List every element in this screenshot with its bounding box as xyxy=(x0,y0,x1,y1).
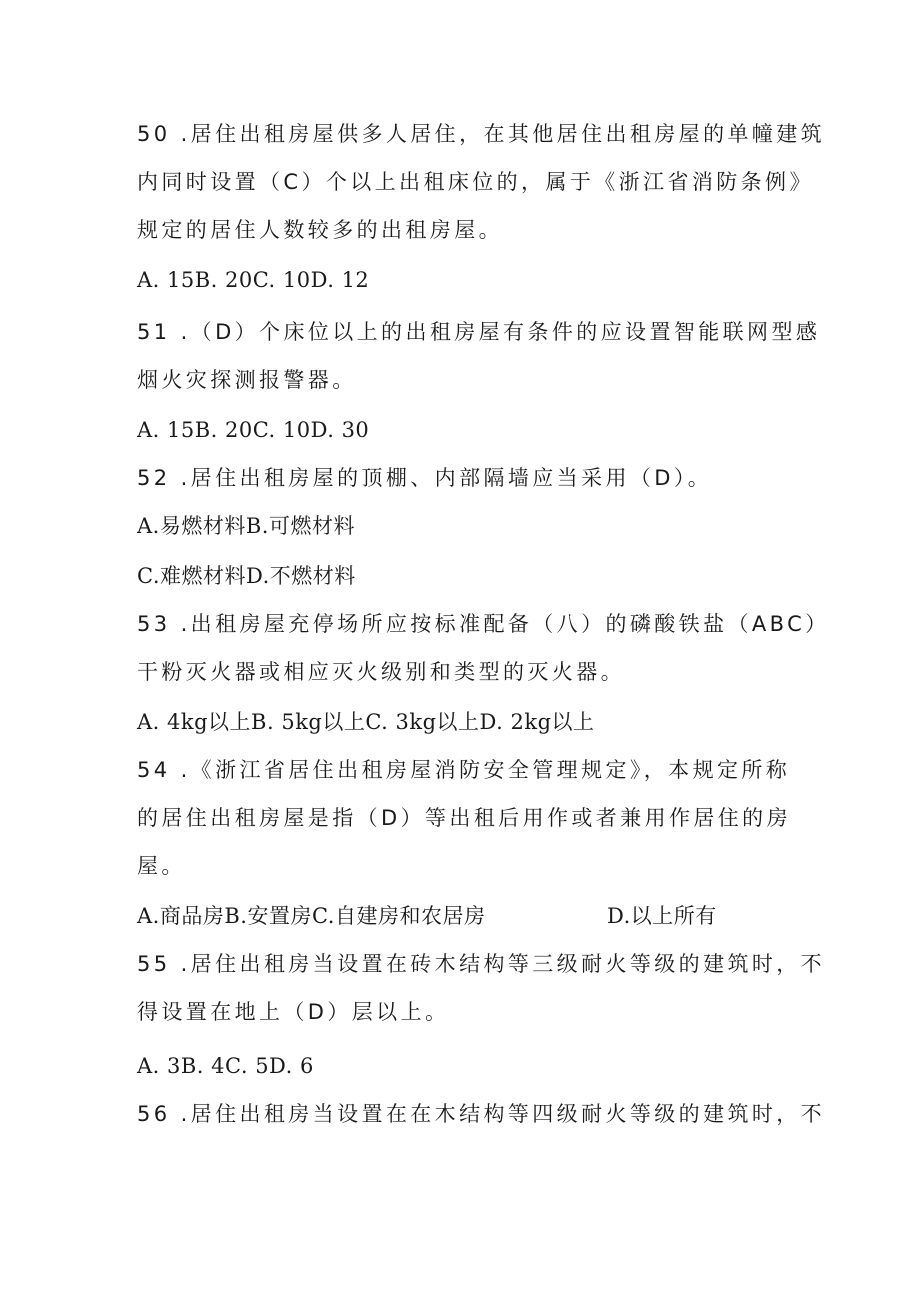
question-52-options-2: C.难燃材料D.不燃材料 xyxy=(137,564,356,588)
question-53-line-1: 53 .出租房屋充停场所应按标准配备（八）的磷酸铁盐（ABC） xyxy=(137,612,830,636)
question-55-line-1: 55 .居住出租房当设置在砖木结构等三级耐火等级的建筑时，不 xyxy=(137,952,826,976)
question-50-line-1: 50 .居住出租房屋供多人居住，在其他居住出租房屋的单幢建筑 xyxy=(137,122,826,146)
question-51-line-1: 51 .（D）个床位以上的出租房屋有条件的应设置智能联网型感 xyxy=(137,320,821,344)
question-52-line-1: 52 .居住出租房屋的顶棚、内部隔墙应当采用（D）。 xyxy=(137,466,713,490)
question-55-options: A. 3B. 4C. 5D. 6 xyxy=(137,1054,314,1078)
question-54-options-abc: A.商品房B.安置房C.自建房和农居房 xyxy=(137,904,486,928)
question-54-line-1: 54 .《浙江省居住出租房屋消防安全管理规定》，本规定所称 xyxy=(137,758,791,782)
question-50-options: A. 15B. 20C. 10D. 12 xyxy=(137,268,370,292)
question-54-option-d: D.以上所有 xyxy=(607,904,717,928)
question-54-line-3: 屋。 xyxy=(137,854,186,878)
question-54-line-2: 的居住出租房屋是指（D）等出租后用作或者兼用作居住的房 xyxy=(137,806,791,830)
question-52-options-1: A.易燃材料B.可燃材料 xyxy=(137,514,355,538)
question-55-line-2: 得设置在地上（D）层以上。 xyxy=(137,1000,450,1024)
question-53-line-2: 干粉灭火器或相应灭火级别和类型的灭火器。 xyxy=(137,660,625,684)
question-50-line-2: 内同时设置（C）个以上出租床位的，属于《浙江省消防条例》 xyxy=(137,170,814,194)
question-54-options xyxy=(137,904,717,928)
question-51-line-2: 烟火灾探测报警器。 xyxy=(137,368,357,392)
question-56-line-1: 56 .居住出租房当设置在在木结构等四级耐火等级的建筑时，不 xyxy=(137,1102,826,1126)
question-51-options: A. 15B. 20C. 10D. 30 xyxy=(137,418,370,442)
question-53-options: A. 4kg以上B. 5kg以上C. 3kg以上D. 2kg以上 xyxy=(137,710,595,734)
question-50-line-3: 规定的居住人数较多的出租房屋。 xyxy=(137,218,503,242)
